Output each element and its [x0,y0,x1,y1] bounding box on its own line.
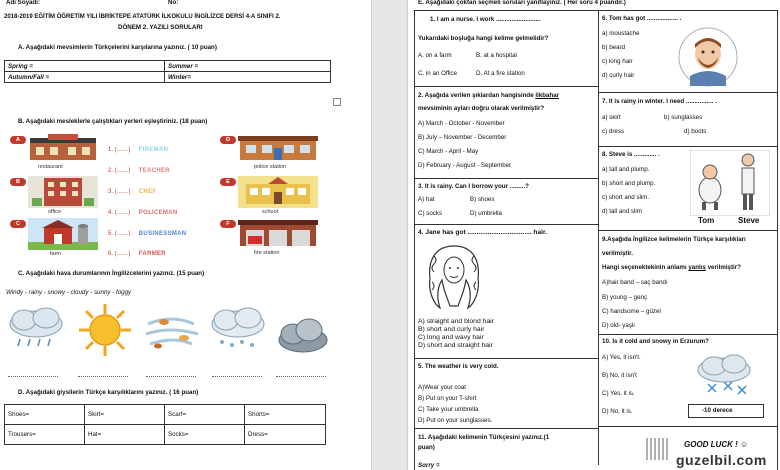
q1-option-a[interactable]: A. on a farm [418,52,452,59]
place-caption: fire station [254,250,280,256]
place-letter: F [220,220,236,228]
q3-text: 3. It is rainy. Can I borrow your .........? [418,183,529,190]
q10-option-a[interactable]: A) Yes, it isn't. [602,354,641,361]
question-3 [414,178,599,224]
place-caption: restaurant [38,164,63,170]
season-cell[interactable]: Autumn/Fall = [5,72,165,83]
place-caption: office [48,209,62,215]
q10-text: 10. Is it cold and snowy in Erzurum? [602,338,709,345]
q6-option-b[interactable]: b) beard [602,44,626,51]
question-7 [598,92,778,146]
section-b-heading: B. Aşağıdaki mesleklerle çalıştıkları yerleri eşleştiriniz. (18 puan) [18,118,208,125]
snow-cloud-icon [694,354,754,398]
q9-option-a[interactable]: A)hair band – saç bandı [602,279,668,286]
q1-option-b[interactable]: B. at a hospital [476,52,517,59]
tom-and-steve-illustration [690,150,770,216]
question-4 [414,224,599,358]
left-page [0,0,371,470]
place-office [10,176,100,216]
title-line-2: DÖNEM 2. YAZILI SORULARI [118,24,203,31]
answer-line[interactable] [146,376,196,377]
q11-answer[interactable]: Sorry = [418,462,440,469]
place-school [220,176,320,216]
q4-option-d[interactable]: D) short and straight hair [418,342,493,349]
question-8 [598,146,778,230]
q5-option-a[interactable]: A)Wear your coat [418,384,467,391]
place-letter: B [10,178,26,186]
title-line-1: 2018-2019 EĞİTİM ÖĞRETİM YILI İBRİKTEPE ATATÜRK İLKOKULU İNGİLİZCE DERSİ 4-A SINIFI 2. [4,14,281,20]
q5-option-b[interactable]: B) Put on your T-shirt [418,395,477,402]
job-item[interactable] [108,138,169,156]
jobs-list [108,138,218,258]
clothes-cell[interactable]: Shoes= [5,405,85,425]
q1-option-c[interactable]: C. in an Office [418,70,458,77]
clothes-cell[interactable]: Socks= [165,425,245,445]
q9-line2: verilmiştir. [602,250,633,257]
q5-option-c[interactable]: C) Take your umbrella [418,406,479,413]
place-caption: school [262,209,278,215]
q3-option-a[interactable]: A) hat [418,196,435,203]
question-9 [598,230,778,334]
q3-option-d[interactable]: D) umbrella [470,210,502,217]
job-number: 1. (.......) [108,147,131,153]
clothes-table [4,404,326,445]
place-caption: police station [254,164,287,170]
page-separator [371,0,408,470]
q9-line3 [602,264,741,271]
q2-option-d[interactable]: D) February - August - September [418,162,512,169]
sunny-sun-icon [77,302,133,358]
answer-line[interactable] [276,376,326,377]
q4-option-a[interactable]: A) straight and blond hair [418,318,494,325]
question-6 [598,10,778,92]
place-letter: A [10,136,26,144]
question-2 [414,86,599,178]
q9-option-c[interactable]: C) handsome – güzel [602,308,661,315]
good-luck-text: GOOD LUCK ! ☺ [684,440,749,449]
rainy-cloud-icon [6,306,66,350]
small-square-icon [333,98,341,106]
q6-option-d[interactable]: d) curly hair [602,72,635,79]
snowy-cloud-icon [208,306,268,350]
q10-option-b[interactable]: B) No, it isn't [602,372,637,379]
q5-text: 5. The weather is very cold. [418,363,499,370]
right-page [408,0,780,470]
cloudy-icon [273,316,329,360]
q8-option-a[interactable]: a) tall and plump. [602,166,650,173]
place-letter: C [10,220,26,228]
clothes-cell[interactable]: Scarf= [165,405,245,425]
school-building-icon [238,176,318,208]
q9-line1: 9.Aşağıda İngilizce kelimelerin Türkçe karşılıkları [602,236,746,243]
q8-option-b[interactable]: b) short and plump. [602,180,656,187]
place-restaurant [10,134,100,174]
answer-line[interactable] [212,376,262,377]
q6-option-a[interactable]: a) moustache [602,30,640,37]
job-item[interactable] [108,201,178,219]
q3-option-c[interactable]: C) socks [418,210,443,217]
man-with-beard-icon [678,26,738,88]
job-item[interactable] [108,159,170,177]
season-cell[interactable]: Spring = [5,61,165,72]
q8-option-d[interactable]: d) tall and slim [602,208,642,215]
q1-text: 1. I am a nurse. I work .......................... [430,16,541,23]
restaurant-icon [28,134,98,162]
q7-option-c[interactable]: c) dress [602,128,625,135]
job-item[interactable] [108,180,157,198]
job-number: 5. (.......) [108,231,131,237]
q7-option-d[interactable]: d) boots [684,128,707,135]
clothes-cell[interactable]: Shorts= [245,405,326,425]
clothes-cell[interactable]: Trousers= [5,425,85,445]
header-no: No: [168,0,179,6]
q4-option-b[interactable]: B) short and curly hair [418,326,485,333]
q2-text-c: mevsiminin ayları doğru olarak verilmiştir? [418,105,545,112]
job-number: 4. (.......) [108,210,131,216]
question-10 [598,334,778,426]
q6-option-c[interactable]: c) long hair [602,58,633,65]
job-number: 3. (.......) [108,189,131,195]
q2-text [418,92,559,99]
seasons-table [4,60,331,83]
place-letter: D [220,136,236,144]
q10-temperature: -10 derece [702,407,733,414]
weather-word-bank: Windy - rainy - snowy - cloudy - sunny - foggy [6,289,132,296]
section-a-heading: A. Aşağıdaki mevsimlerin Türkçelerini karşılarına yazınız. ( 10 puan) [18,44,217,51]
q9-option-d[interactable]: D) old- yaşlı [602,322,636,329]
q7-option-b[interactable]: b) sunglasses [664,114,703,121]
curly-hair-woman-icon [424,242,484,312]
header-name: Adı Soyadı: [6,0,41,6]
q9-line3c: verilmiştir? [705,264,741,271]
season-cell[interactable]: Winter= [165,72,331,83]
job-item[interactable] [108,242,166,260]
q9-line3a: Hangi seçenektekinin anlamı [602,264,689,271]
question-11 [414,428,599,470]
q8-name-steve: Steve [738,216,760,225]
q7-option-a[interactable]: a) skirt [602,114,621,121]
place-police-station [220,134,320,174]
clothes-cell[interactable]: Hat= [85,425,165,445]
q11-text-line2: puan) [418,444,435,451]
q2-text-a: 2. Aşağıda verilen şıklardan hangisinde [418,92,536,99]
q1-prompt: Yukarıdaki boşluğa hangi kelime gelmelidir? [418,35,549,42]
windy-icon [144,310,204,354]
job-name: TEACHER [138,168,170,174]
question-5 [414,358,599,428]
farm-barn-icon [28,218,98,250]
q2-option-c[interactable]: C) March - April - May [418,148,479,155]
q8-name-tom: Tom [698,216,715,225]
job-number: 2. (.......) [108,168,131,174]
job-name: FIREMAN [138,147,169,153]
fire-station-icon [238,218,318,248]
clothes-cell[interactable]: Dress= [245,425,326,445]
place-caption: farm [50,251,61,257]
site-watermark: guzelbil.com [676,452,767,468]
q2-option-a[interactable]: A) March - October - November [418,120,505,127]
section-e-heading: E. Aşağıdaki çoktan seçmeli soruları yanıtlayınız. ( Her soru 4 puandır.) [418,0,626,6]
place-fire-station [220,218,320,258]
q4-text: 4. Jane has got ................................... hair. [418,229,547,236]
season-cell[interactable]: Summer = [165,61,331,72]
q5-option-d[interactable]: D) Put on your sunglasses. [418,417,493,424]
q10-option-d[interactable]: D) No, it is. [602,408,633,415]
q4-option-c[interactable]: C) long and wavy hair [418,334,484,341]
section-c-heading: C. Aşağıdaki hava durumlarının İngilizcelerini yazınız. (15 puan) [18,270,205,277]
q8-text: 8. Steve is ............. . [602,151,660,158]
job-number: 6. (.......) [108,251,131,257]
clothes-cell[interactable]: Skirt= [85,405,165,425]
q1-option-d[interactable]: D. At a fire station [476,70,525,77]
q9-line3b: yanlış [688,264,706,271]
qr-code-icon [646,438,668,460]
q6-text: 6. Tom has got .................. . [602,15,682,22]
place-letter: E [220,178,236,186]
good-luck-footer [598,426,778,470]
q7-text: 7. It is rainy in winter. I need ................ . [602,98,717,105]
police-station-icon [238,134,318,162]
place-farm [10,218,100,258]
q8-option-c[interactable]: c) short and slim. [602,194,650,201]
office-building-icon [28,176,98,208]
q2-text-b: likbahar [535,92,560,99]
question-1 [414,10,599,88]
job-name: POLICEMAN [138,210,178,216]
job-name: FARMER [138,251,166,257]
q9-option-b[interactable]: B) young – genç [602,294,648,301]
q3-option-b[interactable]: B) shoes [470,196,495,203]
q2-option-b[interactable]: B) July – November - December [418,134,507,141]
q10-option-c[interactable]: C) Yes, it is. [602,390,635,397]
job-name: CHEF [138,189,157,195]
section-d-heading: D. Aşağıdaki giysilerin Türkçe karşılıklarını yazınız. ( 16 puan) [18,389,199,396]
q11-text-line1: 11. Aşağıdaki kelimenin Türkçesini yazınız.(1 [418,434,550,441]
answer-line[interactable] [78,376,128,377]
job-item[interactable] [108,222,187,240]
answer-line[interactable] [8,376,58,377]
job-name: BUSINESSMAN [138,231,187,237]
